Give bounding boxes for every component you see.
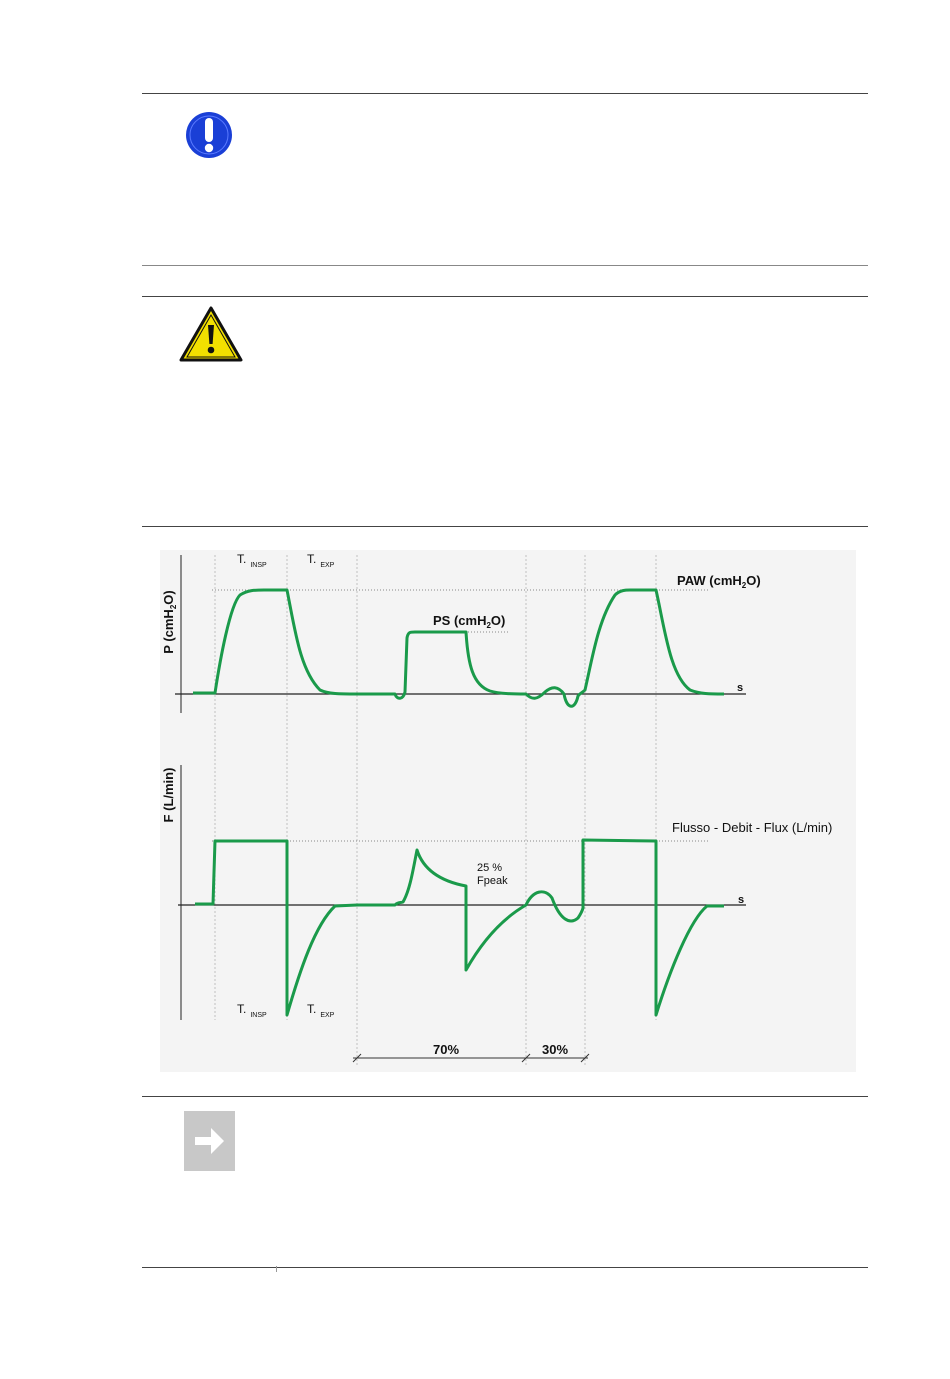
ps-label-end: O) [490,613,506,628]
svg-text:T.EXP [307,1002,335,1019]
bottom-t-exp-sub: EXP [320,1012,335,1019]
top-rule [142,93,868,94]
svg-text:T.INSP [237,1002,267,1019]
figure-top-rule [142,526,868,527]
pressure-y-label-main: P (cmH [161,609,176,654]
svg-text:PS (cmH2O) [433,613,505,630]
exclamation-circle-icon [184,110,234,160]
pressure-y-label-end: O) [161,590,176,605]
bottom-t-insp-label: T. [237,1002,247,1016]
pressure-waveform [193,590,724,706]
flow-y-label: F (L/min) [161,767,176,823]
split-70-label: 70% [432,1042,460,1057]
paw-label: PAW (cmH [677,573,742,588]
flow-s-label: s [738,894,745,906]
svg-text:T.INSP [237,552,267,569]
ps-label: PS (cmH [433,613,487,628]
pct25-label: 25 % [477,862,503,874]
warning-triangle-icon [179,305,243,363]
info-section-bottom-rule [142,265,868,266]
fpeak-label: Fpeak [477,875,508,887]
top-t-insp-label: T. [237,552,247,566]
arrow-right-icon [184,1111,235,1171]
svg-text:T.EXP [307,552,335,569]
svg-text:P (cmH2O) [161,590,178,653]
figure-bottom-rule [142,1096,868,1097]
warning-section-top-rule [142,296,868,297]
flow-label: Flusso - Debit - Flux (L/min) [672,820,833,835]
footer-tick [276,1266,277,1272]
footer-rule [142,1267,868,1268]
top-t-insp-sub: INSP [250,562,267,569]
bottom-t-exp-label: T. [307,1002,317,1016]
pressure-s-label: s [737,682,744,694]
pressure-y-label-sub: 2 [169,604,178,610]
top-t-exp-sub: EXP [320,562,335,569]
flow-waveform [195,840,724,1015]
ventilation-waveform-figure [160,550,856,1072]
paw-label-end: O) [746,573,761,588]
top-t-exp-label: T. [307,552,317,566]
paw-label-sub: 2 [741,581,747,590]
pressure-y-label [161,590,178,653]
split-30-label: 30% [541,1042,569,1057]
ps-label-sub: 2 [486,621,491,630]
svg-text:PAW (cmH2O) [677,573,761,590]
bottom-t-insp-sub: INSP [250,1012,267,1019]
